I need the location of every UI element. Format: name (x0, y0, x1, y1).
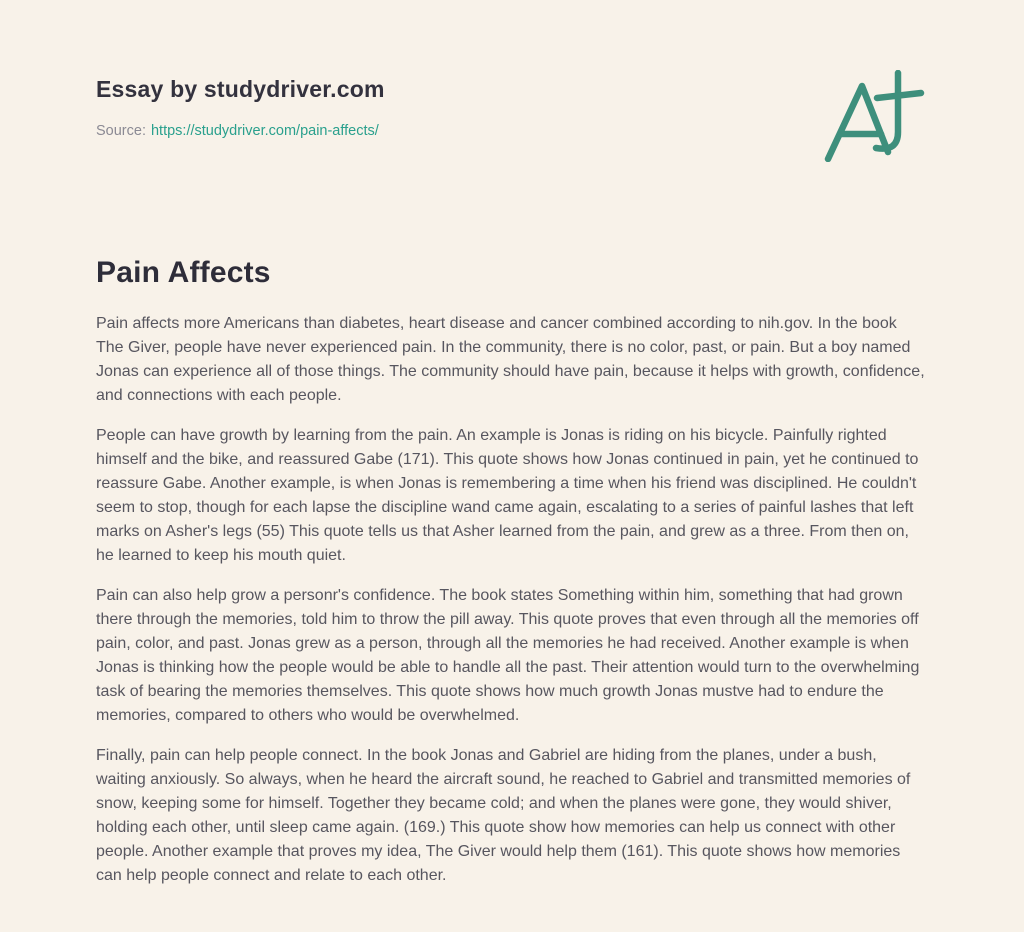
essay-body (96, 312, 928, 888)
studydriver-logo-icon (824, 70, 926, 162)
page-header (96, 76, 928, 162)
essay-paragraph-2: People can have growth by learning from the pain. An example is Jonas is riding on his bicycle. Painfully righted himself and the bike, and reassured Gabe (171). This quote shows how Jonas continued in pain, yet he continued to reassure Gabe. Another example, is when Jonas is remembering a time when his friend was disciplined. He couldn't seem to stop, though for each lapse the discipline wand came again, escalating to a series of painful lashes that left marks on Asher's legs (55) This quote tells us that Asher learned from the pain, and grew as a three. From then on, he learned to keep his mouth quiet. (96, 427, 919, 564)
essay-paragraph-3: Pain can also help grow a personr's confidence. The book states Something within him, something that had grown there through the memories, told him to throw the pill away. This quote proves that even through all the memories off pain, color, and past. Jonas grew as a person, through all the memories he had received. Another example is when Jonas is thinking how the people would be able to handle all the past. Their attention would turn to the overwhelming task of bearing the memories themselves. This quote shows how much growth Jonas mustve had to endure the memories, compared to others who would be overwhelmed. (96, 587, 920, 724)
source-link[interactable]: https://studydriver.com/pain-affects/ (150, 123, 379, 139)
header-text-block (96, 76, 385, 139)
site-title: Essay by studydriver.com (96, 76, 385, 102)
essay-paragraph-4: Finally, pain can help people connect. In the book Jonas and Gabriel are hiding from the planes, under a bush, waiting anxiously. So always, when he heard the aircraft sound, he reached to Gabriel and transmitted memories of snow, keeping some for himself. Together they became cold; and when the planes were gone, they would shiver, holding each other, until sleep came again. (169.) This quote show how memories can help us connect with other people. Another example that proves my idea, The Giver would help them (161). This quote shows how memories can help people connect and relate to each other. (96, 747, 911, 884)
essay-paragraph-1: Pain affects more Americans than diabetes, heart disease and cancer combined according to nih.gov. In the book The Giver, people have never experienced pain. In the community, there is no color, past, or pain. But a boy named Jonas can experience all of those things. The community should have pain, because it helps with growth, confidence, and connections with each people. (96, 315, 925, 404)
essay-content (96, 256, 928, 888)
source-label: Source: (96, 123, 146, 139)
essay-title: Pain Affects (96, 256, 271, 289)
source-line (96, 123, 385, 139)
